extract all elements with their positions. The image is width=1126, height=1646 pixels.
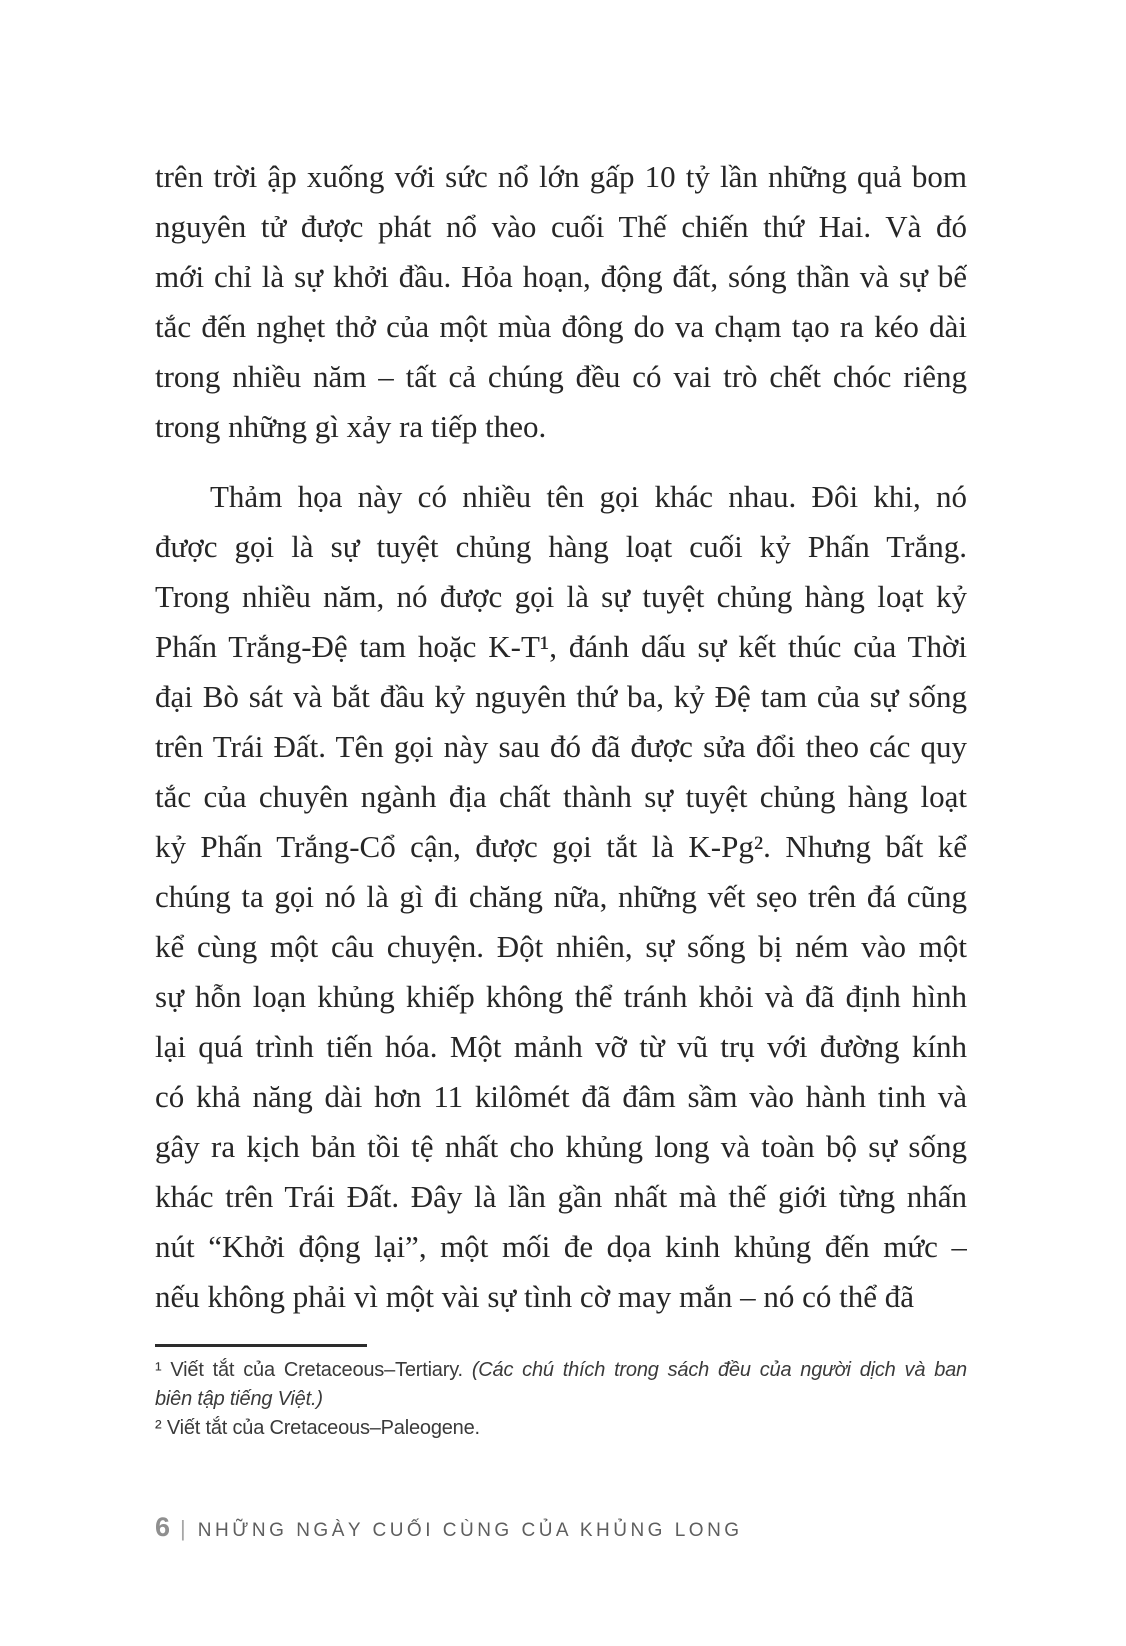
paragraph-2: [155, 472, 967, 1322]
text-line: lại quá trình tiến hóa. Một mảnh vỡ từ vũ trụ với đường kính: [155, 1029, 967, 1064]
text-line: kể cùng một câu chuyện. Đột nhiên, sự sống bị ném vào một: [155, 929, 967, 964]
text-line: trong những gì xảy ra tiếp theo.: [155, 409, 547, 444]
text-line: nếu không phải vì một vài sự tình cờ may mắn – nó có thể đã: [155, 1279, 914, 1314]
text-line: sự hỗn loạn khủng khiếp không thể tránh khỏi và đã định hình: [155, 979, 967, 1014]
text-line: Phấn Trắng-Đệ tam hoặc K-T¹, đánh dấu sự kết thúc của Thời: [155, 629, 967, 664]
text-line: tắc của chuyên ngành địa chất thành sự tuyệt chủng hàng loạt: [155, 779, 967, 814]
text-line: tắc đến nghẹt thở của một mùa đông do va chạm tạo ra kéo dài: [155, 309, 967, 344]
text-line: nút “Khởi động lại”, một mối đe dọa kinh khủng đến mức –: [155, 1229, 967, 1264]
text-line: đại Bò sát và bắt đầu kỷ nguyên thứ ba, kỷ Đệ tam của sự sống: [155, 679, 967, 714]
text-line: kỷ Phấn Trắng-Cổ cận, được gọi tắt là K-Pg². Nhưng bất kể: [155, 829, 967, 864]
footnote-separator-rule: [155, 1344, 367, 1347]
text-line: khác trên Trái Đất. Đây là lần gần nhất mà thế giới từng nhấn: [155, 1179, 967, 1214]
text-line: gây ra kịch bản tồi tệ nhất cho khủng long và toàn bộ sự sống: [155, 1129, 967, 1164]
body-text: [155, 152, 967, 1322]
text-line: nguyên tử được phát nổ vào cuối Thế chiến thứ Hai. Và đó: [155, 209, 967, 244]
footnote-2: ² Viết tắt của Cretaceous–Paleogene.: [155, 1417, 480, 1439]
footnote-1-line-2: biên tập tiếng Việt.): [155, 1388, 323, 1410]
text-line: trong nhiều năm – tất cả chúng đều có vai trò chết chóc riêng: [155, 359, 967, 394]
text-line: trên trời ập xuống với sức nổ lớn gấp 10 tỷ lần những quả bom: [155, 159, 967, 194]
book-title: NHỮNG NGÀY CUỐI CÙNG CỦA KHỦNG LONG: [197, 1520, 743, 1541]
text-line: mới chỉ là sự khởi đầu. Hỏa hoạn, động đất, sóng thần và sự bế: [155, 259, 967, 294]
footnote-1-italic: (Các chú thích trong sách đều của người dịch và ban: [471, 1359, 967, 1381]
footnotes-section: [155, 1344, 967, 1443]
text-line: Trong nhiều năm, nó được gọi là sự tuyệt chủng hàng loạt kỷ: [155, 579, 967, 614]
footnote-1-line-1: [155, 1356, 967, 1385]
text-line: có khả năng dài hơn 11 kilômét đã đâm sầm vào hành tinh và: [155, 1079, 967, 1114]
page-number: 6: [155, 1512, 171, 1542]
paragraph-1: [155, 152, 967, 452]
text-line: được gọi là sự tuyệt chủng hàng loạt cuối kỷ Phấn Trắng.: [155, 529, 967, 564]
footer-separator: |: [180, 1516, 186, 1541]
page-footer: [155, 1512, 967, 1543]
text-line: Thảm họa này có nhiều tên gọi khác nhau. Đôi khi, nó: [210, 479, 967, 514]
text-line: chúng ta gọi nó là gì đi chăng nữa, những vết sẹo trên đá cũng: [155, 879, 967, 914]
footnote-1-regular: ¹ Viết tắt của Cretaceous–Tertiary.: [155, 1359, 472, 1381]
text-line: trên Trái Đất. Tên gọi này sau đó đã được sửa đổi theo các quy: [155, 729, 967, 764]
